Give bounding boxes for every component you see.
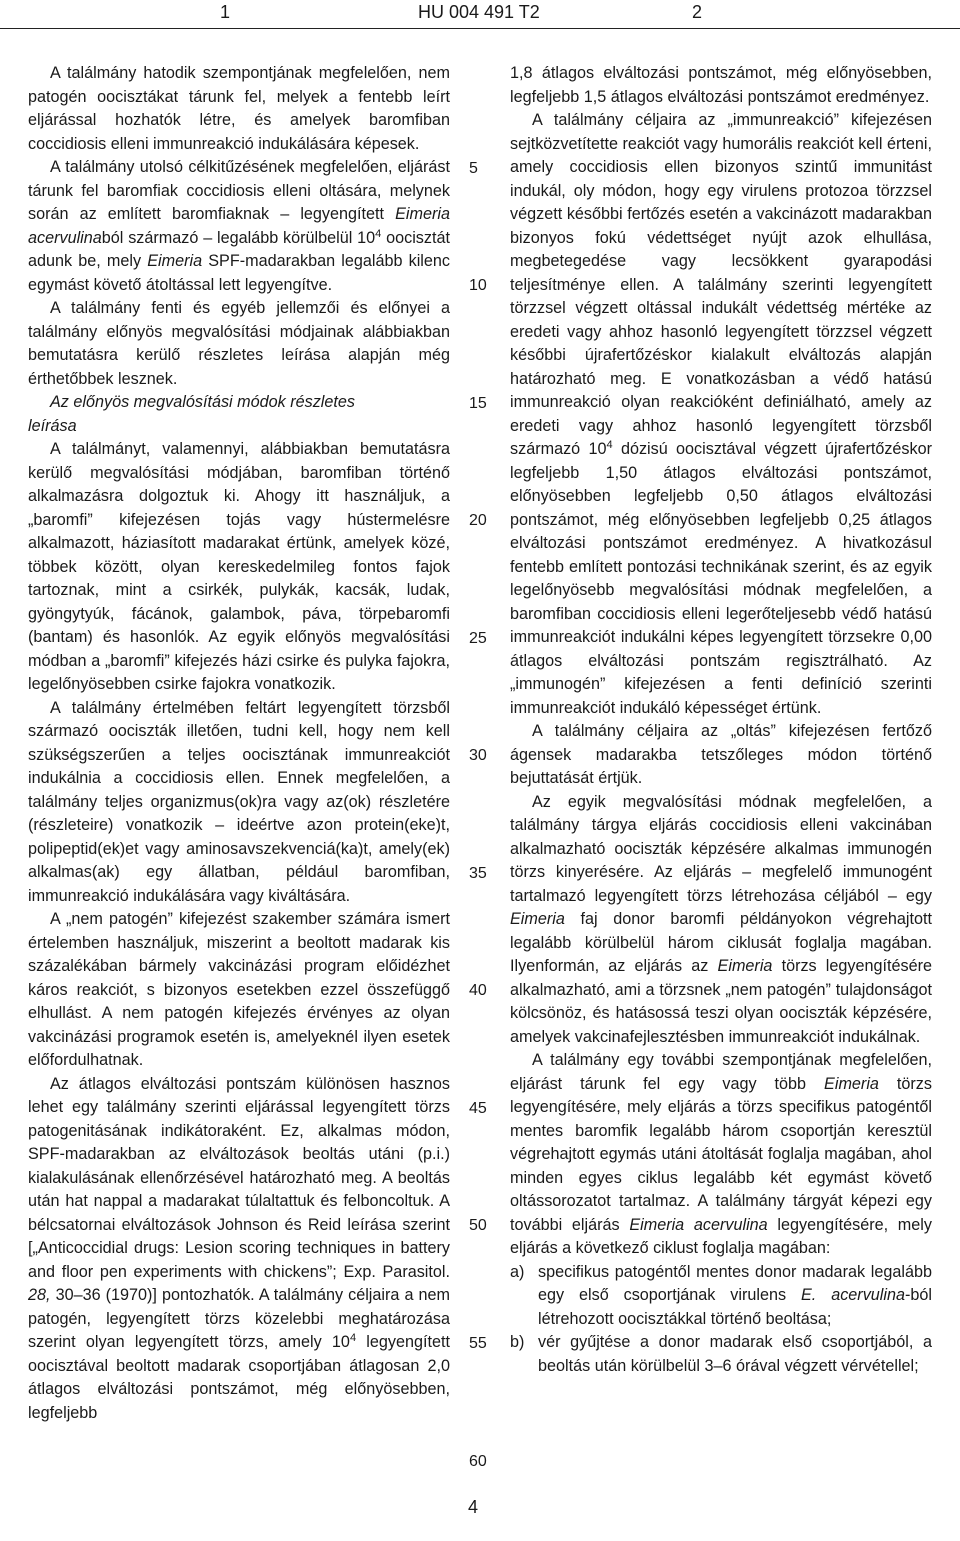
- paragraph: A találmány céljaira az „immunreakció” kifejezésen sejtközvetítette reakciót vagy humorális reakciót kell érteni, amely coccidiosis ellen bizonyos szintű immunitást indukál, oly módon, hogy egy virulens protozoa törzzsel végzett későbbi fertőzés esetén a vakcinázott madarakban bizonyos fokú védettséget nyújt azok elhullása, megbetegedése vagy lecsökkent gyarapodási teljesítménye ellen. A találmány szerinti legyengített törzzsel végzett oltással indukált védettség mértéke az eredeti vagy ahhoz hasonló legyengített törzzsel végzett későbbi újrafertőzéskor kialakult elváltozás alapján határozható meg. E vonatkozásban a védő hatású immunreakció olyan reakcióként definiálható, amely az eredeti vagy ahhoz hasonló legyengített törzsből származó $10^4$ dózisú oocisztával végzett újrafertőzéskor legfeljebb 1,50 átlagos elváltozási pontszámot, előnyösebben legfeljebb 0,50 átlagos elváltozási pontszámot, még előnyösebben legfeljebb 0,25 átlagos elváltozási pontszámot eredményez. A hivatkozásul fentebb említett pontozási technikának szerint, és az egyik legelőnyösebb megvalósítási módnak megfelelően, a baromfiban coccidiosis elleni legerőteljesebb védő hatású immunreakciót indukálni képes legyengített törzsekre 0,00 átlagos elváltozási pontszám regisztrálható. Az „immunogén” kifejezésen a fenti definíció szerinti immunreakciót indukáló képességet értünk.: [510, 111, 933, 717]
- document-id: HU 004 491 T2: [418, 2, 540, 22]
- paragraph: A találmány egy további szempontjának megfelelően, eljárást tárunk fel egy vagy több Eimeria törzs legyengítésére, mely eljárás a törzs specifikus patogéntől mentes baromfik legalább három csoportján keresztül végrehajtott egymás utáni átoltását foglalja magában, ahol minden egyes ciklus legalább két egymást követő oltássorozatot tartalmaz. A találmány tárgyát képezi egy további eljárás Eimeria acervulina legyengítésére, mely eljárás a következő ciklust foglalja magában:: [510, 1051, 932, 1257]
- line-number: 30: [469, 747, 487, 764]
- right-page-number: 2: [692, 2, 703, 22]
- paragraph: A találmányt, valamennyi, alábbiakban bemutatásra kerülő megvalósítási módjában, baromfiban történő alkalmazásra dolgoztuk ki. Ahogy itt használjuk, a „baromfi” kifejezésen tojás vagy hústermelésre alkalmazott, háziasított madarakat értünk, amelyek közé, többek között, olyan kereskedelmileg fontos fajok tartoznak, mint a csirkék, pulykák, kacsák, ludak, gyöngytyúk, fácánok, galambok, páva, törpebaromfi (bantam) és hasonlók. Az egyik előnyös megvalósítási módban a „baromfi” kifejezés házi csirke és pulyka fajokra, legelőnyösebben csirke fajokra vonatkozik.: [28, 440, 450, 693]
- line-number: 55: [469, 1335, 487, 1352]
- line-number: 10: [469, 277, 487, 294]
- paragraph: Az átlagos elváltozási pontszám különösen hasznos lehet egy találmány szerinti eljárással legyengített törzs patogenitásának indikátoraként. Ez, alkalmas módon, SPF-madarakban az elváltozások beoltás utáni (p.i.) kialakulásának ellenőrzésével határozható meg. A beoltás után hat nappal a madarakat túlaltattuk és felboncoltuk. A bélcsatornai elváltozások Johnson és Reid leírása szerint [„Anticoccidial drugs: Lesion scoring techniques in battery and floor pen experiments with chickens”; Exp. Parasitol. 28, 30–36 (1970)] pontozhatók. A találmány céljaira a nem patogén, legyengített törzs közelebbi meghatározása szerint olyan legyengített törzs, amely $10^4$ legyengített oocisztával beoltott madarak csoportjában átlagosan 2,0 átlagos elváltozási pontszámot, még előnyösebben, legfeljebb: [28, 1074, 450, 1422]
- header-rule: [0, 28, 960, 29]
- paragraph: 1,8 átlagos elváltozási pontszámot, még előnyösebben, legfeljebb 1,5 átlagos elváltozási pontszámot eredményez.: [510, 64, 932, 106]
- line-number: 20: [469, 512, 487, 529]
- paragraph: A találmány értelmében feltárt legyengített törzsből származó oociszták illetően, tudni kell, hogy nem kell szükségszerűen a teljes oocisztának immunreakciót indukálnia a coccidiosis ellen. Ennek megfelelően, a találmány teljes organizmus(ok)ra vagy az(ok) részletére (részleteire) vonatkozik – ideértve azon protein(eke)t, polipeptid(ek)et vagy aminosavszekvenciá(ka)t, amely(ek) alkalmas(ak) egy állatban, például baromfiban, immunreakció indukálására vagy kiváltására.: [28, 698, 450, 905]
- left-column: [28, 62, 450, 1425]
- line-number: 15: [469, 395, 487, 412]
- paragraph: A találmány utolsó célkitűzésének megfelelően, eljárást tárunk fel baromfiak coccidiosis elleni oltására, melynek során az említett baromfiaknak – legyengített Eimeria acervulinaból származó – legalább körülbelül $10^4$ oocisztát adunk be, mely Eimeria SPF-madarakban legalább kilenc egymást követő átoltással lett legyengítve.: [28, 158, 451, 294]
- line-number: 25: [469, 630, 487, 647]
- page-header: [0, 0, 960, 30]
- left-page-number: 1: [220, 2, 231, 22]
- paragraph: A „nem patogén” kifejezést szakember számára ismert értelemben használjuk, miszerint a beoltott madarak kis százalékában bármely vakcinázási program előidézhet káros reakciót, s bizonyos esetekben ezzel összefüggő elhullást. A nem patogén kifejezés érvényes az olyan vakcinázási programok esetén is, amelyeknél ilyen esetek előfordulhatnak.: [28, 910, 450, 1069]
- line-number: 60: [469, 1453, 487, 1470]
- line-number: 40: [469, 982, 487, 999]
- paragraph: A találmány hatodik szempontjának megfelelően, nem patogén oocisztákat tárunk fel, melyek a fentebb leírt eljárással hozhatók létre, és amelyek baromfiban coccidiosis elleni immunreakció indukálására képesek.: [28, 64, 450, 153]
- list-item-b: b) vér gyűjtése a donor madarak első csoportjából, a beoltás után körülbelül 3–6 órával végzett vérvétellel;: [510, 1333, 932, 1375]
- line-number: 45: [469, 1100, 487, 1117]
- footer-page-number: 4: [468, 1497, 479, 1517]
- right-column: [510, 62, 932, 1378]
- list-item-a: a) specifikus patogéntől mentes donor madarak legalább egy első csoportjának virulens E. acervulina-ból létrehozott oocisztákkal történő beoltása;: [510, 1262, 932, 1328]
- paragraph: Az egyik megvalósítási módnak megfelelően, a találmány tárgya eljárás coccidiosis elleni vakcinában alkalmazható oociszták képzésére alkalmas immunogén törzs kinyerésére. Az eljárás – megfelelő immunogént tartalmazó legyengített törzs létrehozása céljából – egy Eimeria faj donor baromfi példányokon végrehajtott legalább körülbelül három ciklusát foglalja magában. Ilyenformán, az eljárás az Eimeria törzs legyengítésére alkalmazható, ami a törzsnek „nem patogén” tulajdonságot kölcsönöz, és hatásossá teszi olyan oociszták képzésére, amelyek vakcinafejlesztésben immunreakciót indukálnak.: [510, 792, 932, 1046]
- line-number: 5: [469, 160, 478, 177]
- section-heading: Az előnyös megvalósítási módok részletes leírása: [28, 393, 356, 435]
- paragraph: A találmány fenti és egyéb jellemzői és előnyei a találmány előnyös megvalósítási módjainak alábbiakban bemutatásra kerülő részletes leírása alapján még érthetőbbek lesznek.: [28, 299, 450, 388]
- paragraph: A találmány céljaira az „oltás” kifejezésen fertőző ágensek madarakba tetszőleges módon történő bejuttatását értjük.: [510, 722, 932, 787]
- line-number: 50: [469, 1217, 487, 1234]
- line-number: 35: [469, 865, 487, 882]
